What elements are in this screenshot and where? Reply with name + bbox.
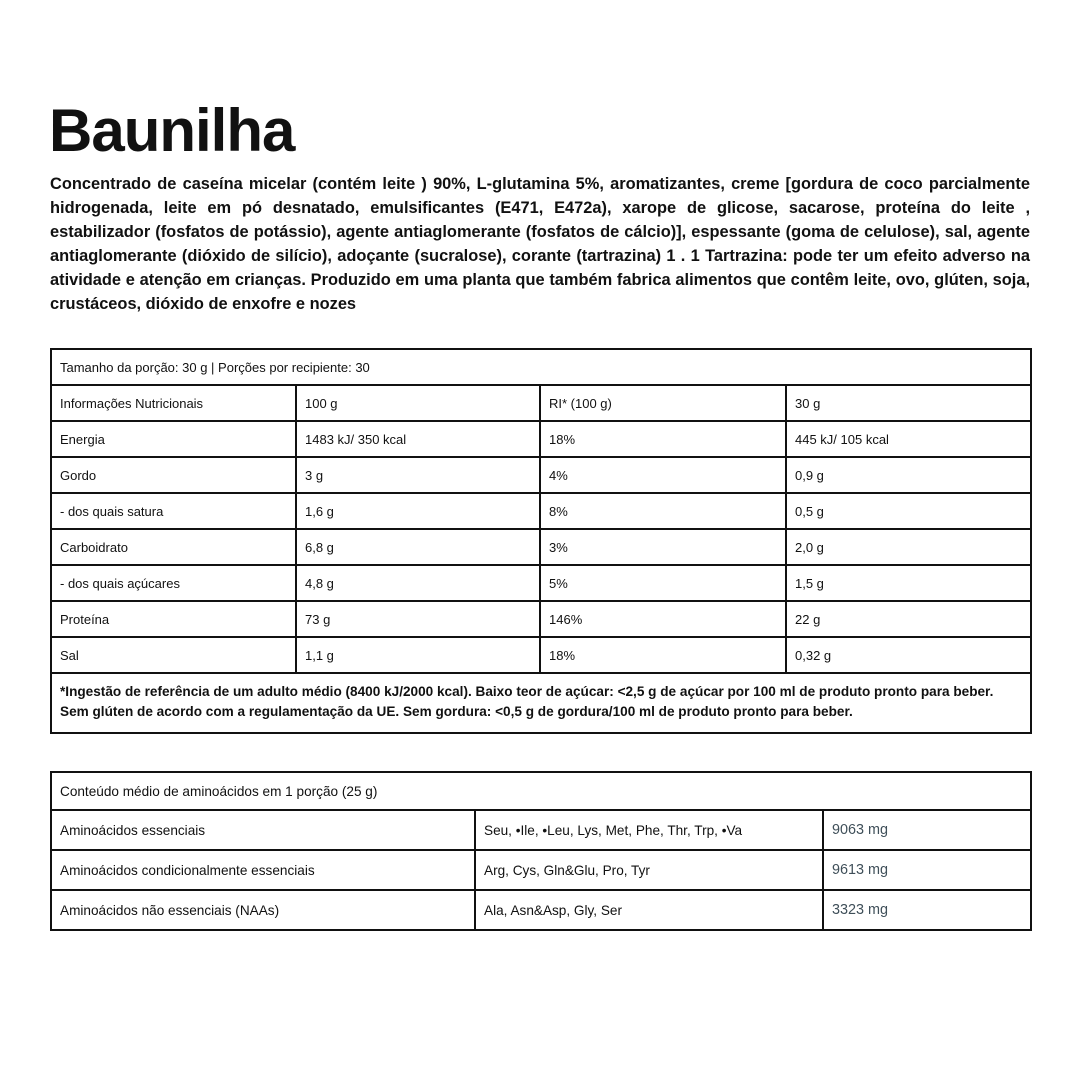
ri-value: 4% [540,457,786,493]
amino-amount: 9613 mg [823,850,1031,890]
per-serving-value: 0,5 g [786,493,1031,529]
amino-row-conditional [51,850,1031,890]
ingredients-text: Concentrado de caseína micelar (contém leite ) 90%, L-glutamina 5%, aromatizantes, creme [gordura de coco parcialmente hidrogenada, leite em pó desnatado, emulsificantes (E471, E472a), xarope de glicose, sacarose, proteína do leite , estabilizador (fosfatos de potássio), agente antiaglomerante (fosfatos de cálcio)], espessante (goma de celulose), sal, agente antiaglomerante (dióxido de silício), adoçante (sucralose), corante (tartrazina) 1 . 1 Tartrazina: pode ter um efeito adverso na atividade e atenção em crianças. Produzido em uma planta que também fabrica alimentos que contêm leite, ovo, glúten, soja, crustáceos, dióxido de enxofre e nozes [50,175,1030,313]
ri-value: 18% [540,637,786,673]
per-100g-value: 6,8 g [296,529,540,565]
serving-info: Tamanho da porção: 30 g | Porções por recipiente: 30 [51,349,1031,385]
ri-value: 5% [540,565,786,601]
ri-value: 146% [540,601,786,637]
nutrition-header-row [51,385,1031,421]
per-100g-value: 1483 kJ/ 350 kcal [296,421,540,457]
serving-info-row [51,349,1031,385]
nutrient-name: - dos quais satura [51,493,296,529]
ri-value: 8% [540,493,786,529]
nutrient-name: Energia [51,421,296,457]
header-cell: 100 g [296,385,540,421]
per-serving-value: 0,32 g [786,637,1031,673]
nutrition-footnote-row [51,673,1031,733]
nutrient-name: Carboidrato [51,529,296,565]
nutrition-footnote: *Ingestão de referência de um adulto médio (8400 kJ/2000 kcal). Baixo teor de açúcar: <2,5 g de açúcar por 100 ml de produto pronto para beber. Sem glúten de acordo com a regulamentação da UE. Sem gordura: <0,5 g de gordura/100 ml de produto pronto para beber. [51,673,1031,733]
per-serving-value: 445 kJ/ 105 kcal [786,421,1031,457]
amino-list: Arg, Cys, Gln&Glu, Pro, Tyr [475,850,823,890]
per-100g-value: 3 g [296,457,540,493]
ri-value: 3% [540,529,786,565]
header-cell: 30 g [786,385,1031,421]
amino-acid-table [50,771,1032,931]
nutrition-row-energia [51,421,1031,457]
header-cell: RI* (100 g) [540,385,786,421]
per-serving-value: 2,0 g [786,529,1031,565]
nutrient-name: Sal [51,637,296,673]
amino-list: Ala, Asn&Asp, Gly, Ser [475,890,823,930]
nutrient-name: Proteína [51,601,296,637]
amino-category: Aminoácidos não essenciais (NAAs) [51,890,475,930]
per-serving-value: 0,9 g [786,457,1031,493]
nutrition-row-sugars [51,565,1031,601]
nutrition-row-sal [51,637,1031,673]
per-100g-value: 1,6 g [296,493,540,529]
amino-row-essential [51,810,1031,850]
per-100g-value: 1,1 g [296,637,540,673]
nutrition-row-proteina [51,601,1031,637]
amino-list: Seu, •Ile, •Leu, Lys, Met, Phe, Thr, Trp, •Va [475,810,823,850]
amino-row-nonessential [51,890,1031,930]
header-cell: Informações Nutricionais [51,385,296,421]
nutrition-row-gordo [51,457,1031,493]
nutrition-table [50,348,1032,734]
amino-amount: 9063 mg [823,810,1031,850]
ri-value: 18% [540,421,786,457]
per-100g-value: 4,8 g [296,565,540,601]
per-100g-value: 73 g [296,601,540,637]
per-serving-value: 22 g [786,601,1031,637]
per-serving-value: 1,5 g [786,565,1031,601]
amino-category: Aminoácidos condicionalmente essenciais [51,850,475,890]
nutrient-name: - dos quais açúcares [51,565,296,601]
nutrition-row-carboidrato [51,529,1031,565]
nutrient-name: Gordo [51,457,296,493]
amino-title-row [51,772,1031,810]
product-title: Baunilha [49,97,295,164]
nutrition-row-saturated [51,493,1031,529]
amino-table-title: Conteúdo médio de aminoácidos em 1 porção (25 g) [51,772,1031,810]
amino-amount: 3323 mg [823,890,1031,930]
amino-category: Aminoácidos essenciais [51,810,475,850]
